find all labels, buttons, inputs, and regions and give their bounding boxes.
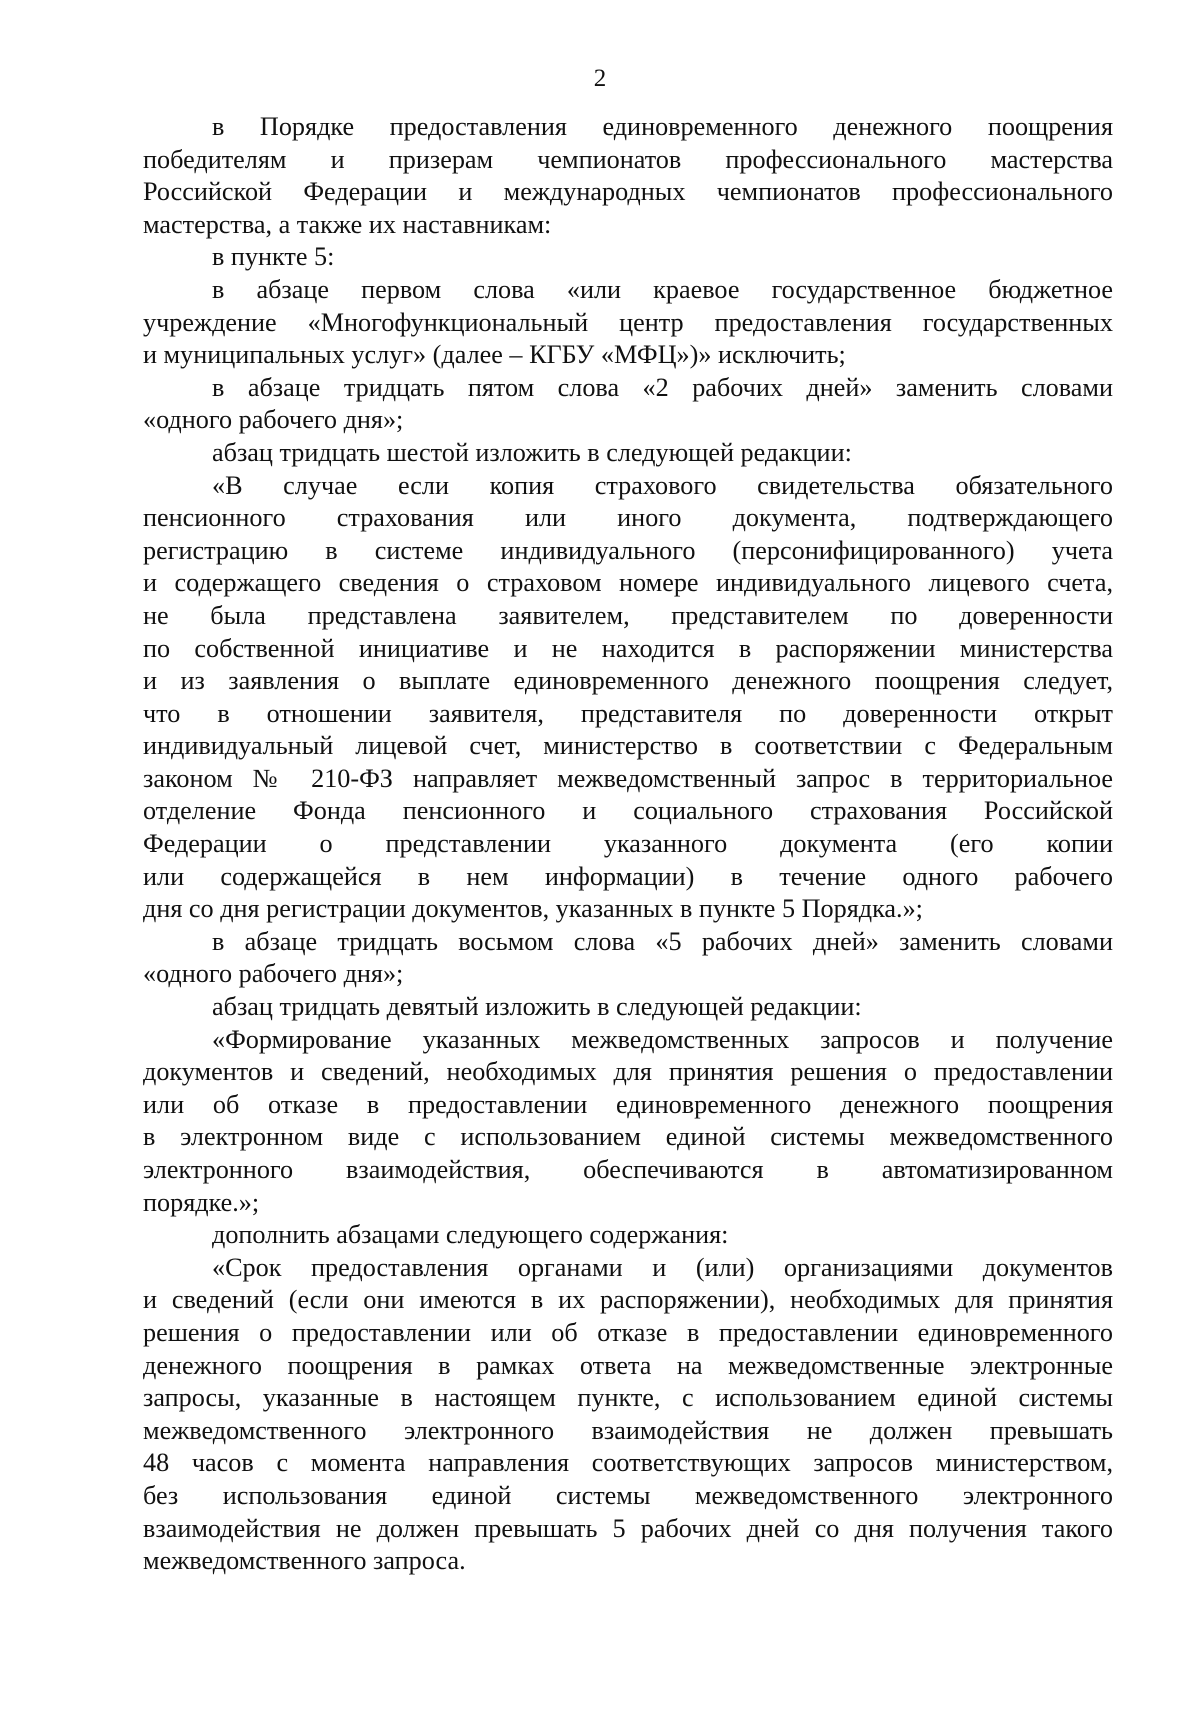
paragraph: [143, 991, 1113, 1024]
text-line: «Формирование указанных межведомственных запросов и получение: [212, 1024, 1113, 1054]
text-line: взаимодействия не должен превышать 5 рабочих дней со дня получения такого: [143, 1513, 1113, 1543]
text-line: решения о предоставлении или об отказе в предоставлении единовременного: [143, 1317, 1113, 1347]
text-line: в абзаце первом слова «или краевое государственное бюджетное: [212, 274, 1113, 304]
paragraph: [143, 926, 1113, 991]
paragraph: [143, 1024, 1113, 1220]
text-line: или об отказе в предоставлении единовременного денежного поощрения: [143, 1089, 1113, 1119]
text-line: 48 часов с момента направления соответствующих запросов министерством,: [143, 1448, 1113, 1478]
text-line: порядке.»;: [143, 1187, 260, 1217]
text-line: в абзаце тридцать восьмом слова «5 рабочих дней» заменить словами: [212, 926, 1113, 956]
text-line: регистрацию в системе индивидуального (персонифицированного) учета: [143, 535, 1113, 565]
text-line: абзац тридцать шестой изложить в следующей редакции:: [212, 437, 852, 467]
paragraph: [143, 241, 1113, 274]
text-line: по собственной инициативе и не находится в распоряжении министерства: [143, 633, 1113, 663]
text-line: что в отношении заявителя, представителя по доверенности открыт: [143, 698, 1113, 728]
text-line: в пункте 5:: [212, 242, 335, 272]
text-line: отделение Фонда пенсионного и социального страхования Российской: [143, 796, 1113, 826]
text-line: и содержащего сведения о страховом номере индивидуального лицевого счета,: [143, 568, 1113, 598]
paragraph: [143, 372, 1113, 437]
text-line: документов и сведений, необходимых для принятия решения о предоставлении: [143, 1057, 1113, 1087]
text-line: Российской Федерации и международных чемпионатов профессионального: [143, 177, 1113, 207]
text-line: пенсионного страхования или иного документа, подтверждающего: [143, 503, 1113, 533]
text-line: «одного рабочего дня»;: [143, 405, 404, 435]
text-line: «Срок предоставления органами и (или) организациями документов: [212, 1252, 1113, 1282]
text-line: победителям и призерам чемпионатов профессионального мастерства: [143, 144, 1113, 174]
text-line: в электронном виде с использованием единой системы межведомственного: [143, 1122, 1113, 1152]
text-line: абзац тридцать девятый изложить в следующей редакции:: [212, 992, 862, 1022]
text-line: без использования единой системы межведомственного электронного: [143, 1480, 1113, 1510]
document-body: [143, 111, 1113, 1578]
text-line: электронного взаимодействия, обеспечиваются в автоматизированном: [143, 1155, 1113, 1184]
text-line: и муниципальных услуг» (далее – КГБУ «МФЦ»)» исключить;: [143, 340, 846, 370]
text-line: индивидуальный лицевой счет, министерство в соответствии с Федеральным: [143, 731, 1113, 761]
text-line: «одного рабочего дня»;: [143, 959, 404, 989]
paragraph: [143, 274, 1113, 372]
text-line: мастерства, а также их наставникам:: [143, 209, 552, 239]
text-line: не была представлена заявителем, представителем по доверенности: [143, 600, 1113, 630]
text-line: дня со дня регистрации документов, указанных в пункте 5 Порядка.»;: [143, 894, 923, 924]
text-line: запросы, указанные в настоящем пункте, с использованием единой системы: [143, 1383, 1113, 1413]
text-line: законом № 210-ФЗ направляет межведомственный запрос в территориальное: [143, 763, 1113, 793]
paragraph: [143, 470, 1113, 926]
text-line: межведомственного запроса.: [143, 1546, 466, 1576]
text-line: и из заявления о выплате единовременного денежного поощрения следует,: [143, 666, 1113, 696]
text-line: в Порядке предоставления единовременного денежного поощрения: [212, 112, 1113, 141]
paragraph: [143, 1252, 1113, 1578]
text-line: «В случае если копия страхового свидетельства обязательного: [212, 470, 1113, 500]
paragraph: [143, 111, 1113, 241]
text-line: денежного поощрения в рамках ответа на межведомственные электронные: [143, 1350, 1113, 1380]
text-line: межведомственного электронного взаимодействия не должен превышать: [143, 1415, 1113, 1445]
page-number: 2: [593, 65, 607, 92]
text-line: дополнить абзацами следующего содержания:: [212, 1220, 729, 1250]
text-line: и сведений (если они имеются в их распоряжении), необходимых для принятия: [143, 1285, 1113, 1315]
paragraph: [143, 1219, 1113, 1252]
text-line: в абзаце тридцать пятом слова «2 рабочих дней» заменить словами: [212, 372, 1113, 402]
text-line: Федерации о представлении указанного документа (его копии: [143, 829, 1113, 859]
text-line: учреждение «Многофункциональный центр предоставления государственных: [143, 307, 1113, 337]
text-line: или содержащейся в нем информации) в течение одного рабочего: [143, 861, 1113, 891]
paragraph: [143, 437, 1113, 470]
